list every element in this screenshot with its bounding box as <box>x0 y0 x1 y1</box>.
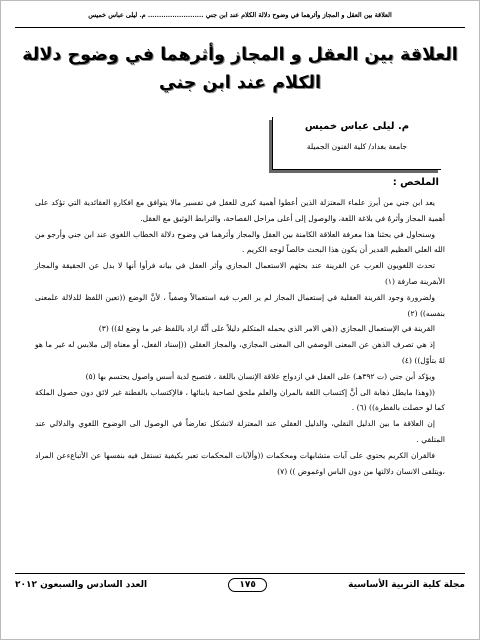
paragraph: إذ هي تصرف الذهن عن المعنى الوصفي الى المعنى المجازي، والمجاز العقلي ((إسناد الفعل، أو معناه إلى ملابس له غير ما هو لهُ بتأوّل)) (٤) <box>35 340 445 365</box>
paragraph: ولضرورة وجود القرينة العقلية في إستعمال المجاز لم ير العرب فيه استعمالاً وصفياً ، لأنَّ الوضع ((تعين اللفظ للدلالة علمعنى بنفسه)) (٢) <box>35 292 445 318</box>
author-name: م. ليلى عباس خميس <box>304 121 410 132</box>
paragraph: يعد ابن جني من أبرز علماء المعتزلة الذين أعطوا أهمية كبرى للعقل في تفسير مالا يتوافق مع افكارهِ العقائدية التي تؤكد على أهمية المجاز وأثرهُ في بلاغة اللغة، والوصول إلى أعلى مراحل الفصاحة، والترابط الوثيق مع العقل. <box>35 198 445 223</box>
abstract-heading: الملخص : <box>392 177 439 188</box>
abstract-body <box>35 195 445 479</box>
page-footer <box>15 575 465 595</box>
paragraph: ((وهذا مايطل ذهابة الى أنَّ إكتساب اللغة بالمران والعلم ملحق لصاحبة بابنائها ، فالإكتساب بالفطنة غير لائق دون حصول الملكة كما لو حصلت بالفطرة)) (٦) . <box>35 387 445 413</box>
issue-label: العدد السادس والسبعون ٢٠١٢ <box>15 580 148 590</box>
header-rule <box>15 27 465 28</box>
author-affiliation: جامعة بغداد/ كلية الفنون الجميلة <box>306 142 408 151</box>
journal-name: مجلة كلية التربية الأساسية <box>348 580 465 590</box>
paragraph: فالقران الكريم يحتوي على آيات متشابهات ومحكمات ((وألآيات المحكمات تعبر بكيفية تستقل فيه بنفسها عن الأتباعءعن المراد ،ويتلقى الانسان دلالتها من دون الباس اوغموض )) (٧) <box>35 450 445 476</box>
footer-rule <box>15 573 465 574</box>
article-title: العلاقة بين العقل و المجاز وأثرهما في وضوح دلالة الكلام عند ابن جني <box>22 45 458 93</box>
paragraph: إن العلاقة ما بين الدليل النقلي، والدليل العقلي عند المعتزلة لاتشكل تعارضاً في الوصول الى الوضوح اللغوي والدلالي عند المتلقي . <box>35 419 445 444</box>
running-header: العلاقة بين العقل و المجاز وأثرهما في وضوح دلالة الكلام عند ابن جني ......................... م. ليلى عباس خميس <box>88 11 392 19</box>
page-number: ١٧٥ <box>228 578 266 592</box>
author-box <box>272 117 441 170</box>
paragraph: القرينة في الإستعمال المجازي ((هي الامر الذي يحمله المتكلم دليلاً على أنَّهُ اراد باللفظ غير ما وضع لهُ)) (٣) <box>98 324 435 334</box>
paragraph: ويؤكد أبن جني (ت ٣٩٢هـ) على العقل في ازدواج علاقة الإنسان باللغة ، فتصبح لدية أسس واصول يحتسم بها (٥) <box>85 371 435 381</box>
paragraph: تحدث اللغويون العرب عن القرينة عند بحثهم الاستعمال المجازي وأثر العقل في بيانه فرأوا أنها لا بدل عن الحقيقة والمجاز الأبقرينة صارفة (١) <box>35 261 445 286</box>
paragraph: وسنحاول في بحثنا هذا معرفة العلاقة الكامنة بين العقل والمجاز وأثرهما في وضوح دلالة الخطاب اللغوي عند ابن جني وأرجو من الله العلي العظيم القدير أن يكون هذا البحث خالصاً لوجه الكريم . <box>35 229 445 255</box>
